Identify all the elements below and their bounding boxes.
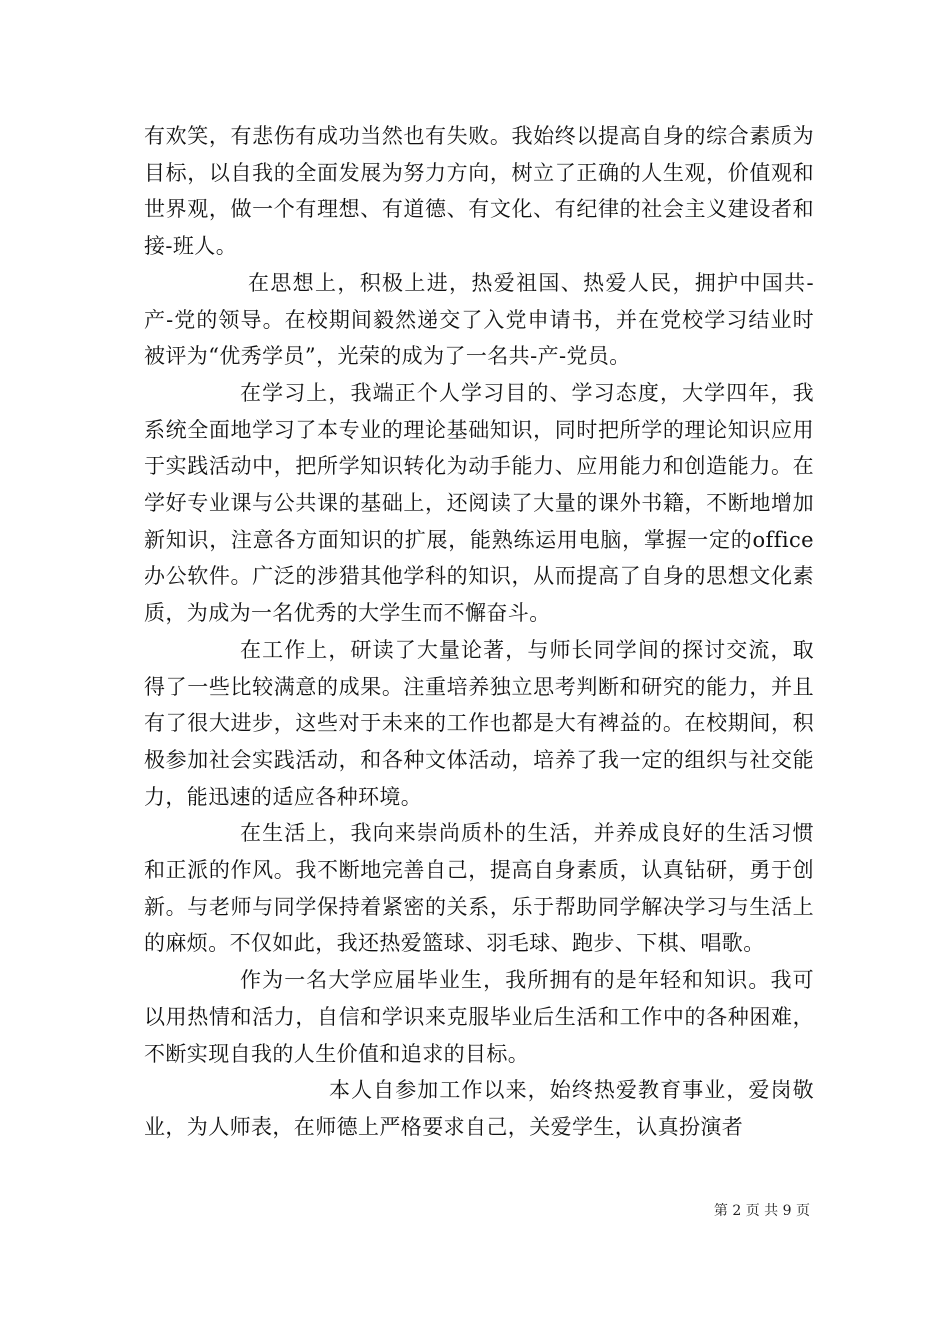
paragraph-ideology: 在思想上，积极上进，热爱祖国、热爱人民，拥护中国共-产-党的领导。在校期间毅然递交了入党申请书，并在党校学习结业时被评为“优秀学员”，光荣的成为了一名共-产-党员。 [144, 270, 814, 369]
paragraph-graduate: 作为一名大学应届毕业生，我所拥有的是年轻和知识。我可以用热情和活力，自信和学识来克服毕业后生活和工作中的各种困难，不断实现自我的人生价值和追求的目标。 [144, 968, 814, 1066]
paragraph-life: 在生活上，我向来崇尚质朴的生活，并养成良好的生活习惯和正派的作风。我不断地完善自己，提高自身素质，认真钻研，勇于创新。与老师与同学保持着紧密的关系，乐于帮助同学解决学习与生活上的麻烦。不仅如此，我还热爱篮球、羽毛球、跑步、下棋、唱歌。 [144, 821, 814, 956]
paragraph-work: 在工作上，研读了大量论著，与师长同学间的探讨交流，取得了一些比较满意的成果。注重培养独立思考判断和研究的能力，并且有了很大进步，这些对于未来的工作也都是大有裨益的。在校期间，积极参加社会实践活动，和各种文体活动，培养了我一定的组织与社交能力，能迅速的适应各种环境。 [144, 637, 814, 809]
paragraph-teaching: 本人自参加工作以来，始终热爱教育事业，爱岗敬业，为人师表，在师德上严格要求自己，关爱学生，认真扮演者 [144, 1078, 814, 1139]
document-body [144, 118, 814, 1146]
paragraph-intro: 有欢笑，有悲伤有成功当然也有失败。我始终以提高自身的综合素质为目标，以自我的全面发展为努力方向，树立了正确的人生观，价值观和世界观，做一个有理想、有道德、有文化、有纪律的社会主义建设者和接-班人。 [144, 124, 814, 259]
paragraph-study: 在学习上，我端正个人学习目的、学习态度，大学四年，我系统全面地学习了本专业的理论基础知识，同时把所学的理论知识应用于实践活动中，把所学知识转化为动手能力、应用能力和创造能力。在学好专业课与公共课的基础上，还阅读了大量的课外书籍，不断地增加新知识，注意各方面知识的扩展，能熟练运用电脑，掌握一定的office办公软件。广泛的涉猎其他学科的知识，从而提高了自身的思想文化素质，为成为一名优秀的大学生而不懈奋斗。 [144, 380, 814, 626]
page-number-footer: 第 2 页 共 9 页 [713, 1203, 810, 1219]
